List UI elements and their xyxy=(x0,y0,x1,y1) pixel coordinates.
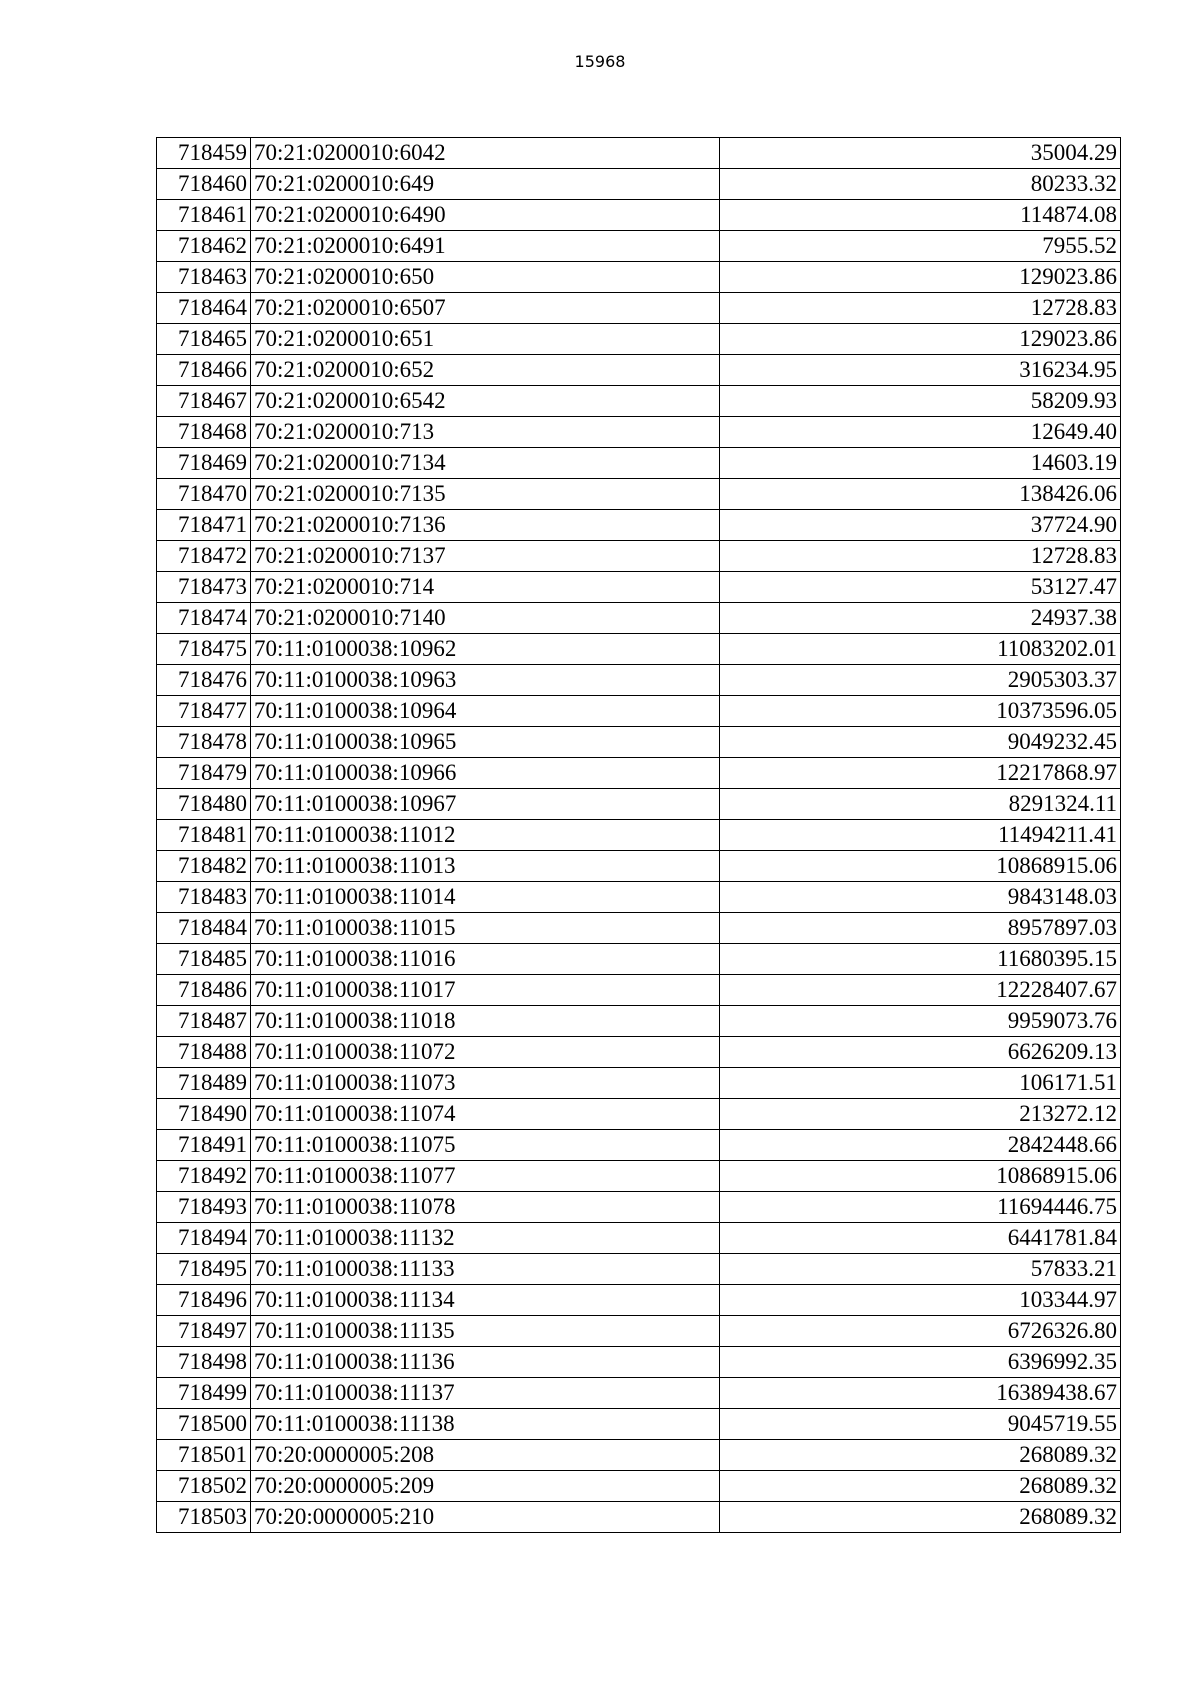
cadastral-number-cell: 70:11:0100038:11133 xyxy=(251,1254,720,1285)
table-row xyxy=(157,1502,1121,1533)
table-row xyxy=(157,1347,1121,1378)
row-number-cell: 718490 xyxy=(157,1099,251,1130)
value-cell: 11694446.75 xyxy=(720,1192,1121,1223)
row-number-cell: 718484 xyxy=(157,913,251,944)
row-number-cell: 718493 xyxy=(157,1192,251,1223)
value-cell: 114874.08 xyxy=(720,200,1121,231)
table-row xyxy=(157,572,1121,603)
table-row xyxy=(157,882,1121,913)
value-cell: 6626209.13 xyxy=(720,1037,1121,1068)
page-number: 15968 xyxy=(574,52,626,71)
cadastral-number-cell: 70:21:0200010:6507 xyxy=(251,293,720,324)
table-row xyxy=(157,975,1121,1006)
cadastral-number-cell: 70:11:0100038:10963 xyxy=(251,665,720,696)
table-row xyxy=(157,1130,1121,1161)
cadastral-number-cell: 70:11:0100038:10965 xyxy=(251,727,720,758)
row-number-cell: 718473 xyxy=(157,572,251,603)
table-row xyxy=(157,1471,1121,1502)
row-number-cell: 718485 xyxy=(157,944,251,975)
row-number-cell: 718462 xyxy=(157,231,251,262)
cadastral-number-cell: 70:11:0100038:11077 xyxy=(251,1161,720,1192)
value-cell: 6396992.35 xyxy=(720,1347,1121,1378)
table-row xyxy=(157,1223,1121,1254)
cadastral-number-cell: 70:11:0100038:11135 xyxy=(251,1316,720,1347)
value-cell: 6441781.84 xyxy=(720,1223,1121,1254)
row-number-cell: 718487 xyxy=(157,1006,251,1037)
cadastral-number-cell: 70:21:0200010:6490 xyxy=(251,200,720,231)
cadastral-number-cell: 70:11:0100038:10966 xyxy=(251,758,720,789)
value-cell: 316234.95 xyxy=(720,355,1121,386)
row-number-cell: 718460 xyxy=(157,169,251,200)
table-row xyxy=(157,634,1121,665)
cadastral-number-cell: 70:21:0200010:7136 xyxy=(251,510,720,541)
table-row xyxy=(157,665,1121,696)
row-number-cell: 718488 xyxy=(157,1037,251,1068)
table-row xyxy=(157,1068,1121,1099)
table-row xyxy=(157,293,1121,324)
row-number-cell: 718483 xyxy=(157,882,251,913)
cadastral-number-cell: 70:11:0100038:11012 xyxy=(251,820,720,851)
table-row xyxy=(157,138,1121,169)
table-row xyxy=(157,603,1121,634)
table-row xyxy=(157,262,1121,293)
row-number-cell: 718481 xyxy=(157,820,251,851)
cadastral-number-cell: 70:21:0200010:651 xyxy=(251,324,720,355)
table-row xyxy=(157,1440,1121,1471)
row-number-cell: 718480 xyxy=(157,789,251,820)
row-number-cell: 718503 xyxy=(157,1502,251,1533)
value-cell: 35004.29 xyxy=(720,138,1121,169)
row-number-cell: 718476 xyxy=(157,665,251,696)
table-row xyxy=(157,789,1121,820)
table-row xyxy=(157,541,1121,572)
row-number-cell: 718466 xyxy=(157,355,251,386)
row-number-cell: 718501 xyxy=(157,1440,251,1471)
value-cell: 9049232.45 xyxy=(720,727,1121,758)
table-row xyxy=(157,231,1121,262)
value-cell: 12649.40 xyxy=(720,417,1121,448)
cadastral-number-cell: 70:11:0100038:11078 xyxy=(251,1192,720,1223)
value-cell: 268089.32 xyxy=(720,1440,1121,1471)
value-cell: 106171.51 xyxy=(720,1068,1121,1099)
cadastral-number-cell: 70:21:0200010:714 xyxy=(251,572,720,603)
cadastral-number-cell: 70:11:0100038:11138 xyxy=(251,1409,720,1440)
cadastral-number-cell: 70:11:0100038:10964 xyxy=(251,696,720,727)
cadastral-number-cell: 70:21:0200010:7135 xyxy=(251,479,720,510)
table-row xyxy=(157,448,1121,479)
row-number-cell: 718468 xyxy=(157,417,251,448)
row-number-cell: 718474 xyxy=(157,603,251,634)
value-cell: 268089.32 xyxy=(720,1471,1121,1502)
table-row xyxy=(157,820,1121,851)
table-row xyxy=(157,1037,1121,1068)
cadastral-number-cell: 70:21:0200010:6042 xyxy=(251,138,720,169)
row-number-cell: 718502 xyxy=(157,1471,251,1502)
row-number-cell: 718499 xyxy=(157,1378,251,1409)
cadastral-number-cell: 70:11:0100038:11016 xyxy=(251,944,720,975)
table-row xyxy=(157,727,1121,758)
value-cell: 12728.83 xyxy=(720,541,1121,572)
value-cell: 57833.21 xyxy=(720,1254,1121,1285)
row-number-cell: 718496 xyxy=(157,1285,251,1316)
cadastral-number-cell: 70:21:0200010:7140 xyxy=(251,603,720,634)
value-cell: 9843148.03 xyxy=(720,882,1121,913)
cadastral-number-cell: 70:20:0000005:209 xyxy=(251,1471,720,1502)
table-row xyxy=(157,1099,1121,1130)
table-row xyxy=(157,696,1121,727)
cadastral-number-cell: 70:11:0100038:11013 xyxy=(251,851,720,882)
value-cell: 24937.38 xyxy=(720,603,1121,634)
cadastral-number-cell: 70:11:0100038:11074 xyxy=(251,1099,720,1130)
row-number-cell: 718463 xyxy=(157,262,251,293)
value-cell: 103344.97 xyxy=(720,1285,1121,1316)
cadastral-number-cell: 70:21:0200010:6542 xyxy=(251,386,720,417)
cadastral-number-cell: 70:11:0100038:11075 xyxy=(251,1130,720,1161)
table-row xyxy=(157,169,1121,200)
value-cell: 268089.32 xyxy=(720,1502,1121,1533)
cadastral-number-cell: 70:11:0100038:11017 xyxy=(251,975,720,1006)
cadastral-number-cell: 70:11:0100038:11134 xyxy=(251,1285,720,1316)
cadastral-number-cell: 70:21:0200010:7137 xyxy=(251,541,720,572)
row-number-cell: 718498 xyxy=(157,1347,251,1378)
table-row xyxy=(157,944,1121,975)
row-number-cell: 718500 xyxy=(157,1409,251,1440)
table-row xyxy=(157,1285,1121,1316)
value-cell: 37724.90 xyxy=(720,510,1121,541)
value-cell: 80233.32 xyxy=(720,169,1121,200)
row-number-cell: 718489 xyxy=(157,1068,251,1099)
row-number-cell: 718461 xyxy=(157,200,251,231)
value-cell: 10868915.06 xyxy=(720,851,1121,882)
value-cell: 2842448.66 xyxy=(720,1130,1121,1161)
value-cell: 14603.19 xyxy=(720,448,1121,479)
table-row xyxy=(157,1254,1121,1285)
table-row xyxy=(157,913,1121,944)
table-row xyxy=(157,1316,1121,1347)
value-cell: 9959073.76 xyxy=(720,1006,1121,1037)
row-number-cell: 718491 xyxy=(157,1130,251,1161)
value-cell: 10373596.05 xyxy=(720,696,1121,727)
row-number-cell: 718459 xyxy=(157,138,251,169)
cadastral-number-cell: 70:11:0100038:11132 xyxy=(251,1223,720,1254)
value-cell: 10868915.06 xyxy=(720,1161,1121,1192)
value-cell: 11083202.01 xyxy=(720,634,1121,665)
value-cell: 9045719.55 xyxy=(720,1409,1121,1440)
value-cell: 8291324.11 xyxy=(720,789,1121,820)
table-body xyxy=(157,138,1121,1533)
table-row xyxy=(157,479,1121,510)
value-cell: 8957897.03 xyxy=(720,913,1121,944)
table-row xyxy=(157,758,1121,789)
row-number-cell: 718479 xyxy=(157,758,251,789)
row-number-cell: 718465 xyxy=(157,324,251,355)
data-table xyxy=(156,137,1121,1533)
cadastral-number-cell: 70:21:0200010:652 xyxy=(251,355,720,386)
value-cell: 58209.93 xyxy=(720,386,1121,417)
table-row xyxy=(157,510,1121,541)
value-cell: 12217868.97 xyxy=(720,758,1121,789)
table-row xyxy=(157,1161,1121,1192)
table-row xyxy=(157,851,1121,882)
value-cell: 12228407.67 xyxy=(720,975,1121,1006)
table-row xyxy=(157,1409,1121,1440)
cadastral-number-cell: 70:11:0100038:10967 xyxy=(251,789,720,820)
row-number-cell: 718464 xyxy=(157,293,251,324)
row-number-cell: 718475 xyxy=(157,634,251,665)
cadastral-number-cell: 70:11:0100038:11015 xyxy=(251,913,720,944)
row-number-cell: 718494 xyxy=(157,1223,251,1254)
row-number-cell: 718472 xyxy=(157,541,251,572)
value-cell: 12728.83 xyxy=(720,293,1121,324)
cadastral-number-cell: 70:11:0100038:10962 xyxy=(251,634,720,665)
row-number-cell: 718478 xyxy=(157,727,251,758)
table-row xyxy=(157,386,1121,417)
row-number-cell: 718469 xyxy=(157,448,251,479)
row-number-cell: 718470 xyxy=(157,479,251,510)
row-number-cell: 718467 xyxy=(157,386,251,417)
row-number-cell: 718486 xyxy=(157,975,251,1006)
cadastral-number-cell: 70:21:0200010:650 xyxy=(251,262,720,293)
cadastral-number-cell: 70:11:0100038:11018 xyxy=(251,1006,720,1037)
table-row xyxy=(157,417,1121,448)
table-row xyxy=(157,1192,1121,1223)
value-cell: 138426.06 xyxy=(720,479,1121,510)
row-number-cell: 718497 xyxy=(157,1316,251,1347)
cadastral-number-cell: 70:21:0200010:713 xyxy=(251,417,720,448)
value-cell: 6726326.80 xyxy=(720,1316,1121,1347)
row-number-cell: 718471 xyxy=(157,510,251,541)
value-cell: 129023.86 xyxy=(720,262,1121,293)
cadastral-number-cell: 70:11:0100038:11073 xyxy=(251,1068,720,1099)
cadastral-number-cell: 70:21:0200010:7134 xyxy=(251,448,720,479)
table-row xyxy=(157,1006,1121,1037)
row-number-cell: 718495 xyxy=(157,1254,251,1285)
cadastral-number-cell: 70:20:0000005:210 xyxy=(251,1502,720,1533)
cadastral-number-cell: 70:11:0100038:11136 xyxy=(251,1347,720,1378)
cadastral-number-cell: 70:11:0100038:11014 xyxy=(251,882,720,913)
value-cell: 2905303.37 xyxy=(720,665,1121,696)
value-cell: 213272.12 xyxy=(720,1099,1121,1130)
cadastral-number-cell: 70:20:0000005:208 xyxy=(251,1440,720,1471)
row-number-cell: 718477 xyxy=(157,696,251,727)
table-row xyxy=(157,324,1121,355)
cadastral-number-cell: 70:21:0200010:649 xyxy=(251,169,720,200)
value-cell: 129023.86 xyxy=(720,324,1121,355)
cadastral-number-cell: 70:21:0200010:6491 xyxy=(251,231,720,262)
value-cell: 53127.47 xyxy=(720,572,1121,603)
table-row xyxy=(157,1378,1121,1409)
table-row xyxy=(157,200,1121,231)
value-cell: 7955.52 xyxy=(720,231,1121,262)
row-number-cell: 718492 xyxy=(157,1161,251,1192)
value-cell: 11680395.15 xyxy=(720,944,1121,975)
value-cell: 11494211.41 xyxy=(720,820,1121,851)
value-cell: 16389438.67 xyxy=(720,1378,1121,1409)
cadastral-number-cell: 70:11:0100038:11137 xyxy=(251,1378,720,1409)
table-row xyxy=(157,355,1121,386)
cadastral-number-cell: 70:11:0100038:11072 xyxy=(251,1037,720,1068)
row-number-cell: 718482 xyxy=(157,851,251,882)
